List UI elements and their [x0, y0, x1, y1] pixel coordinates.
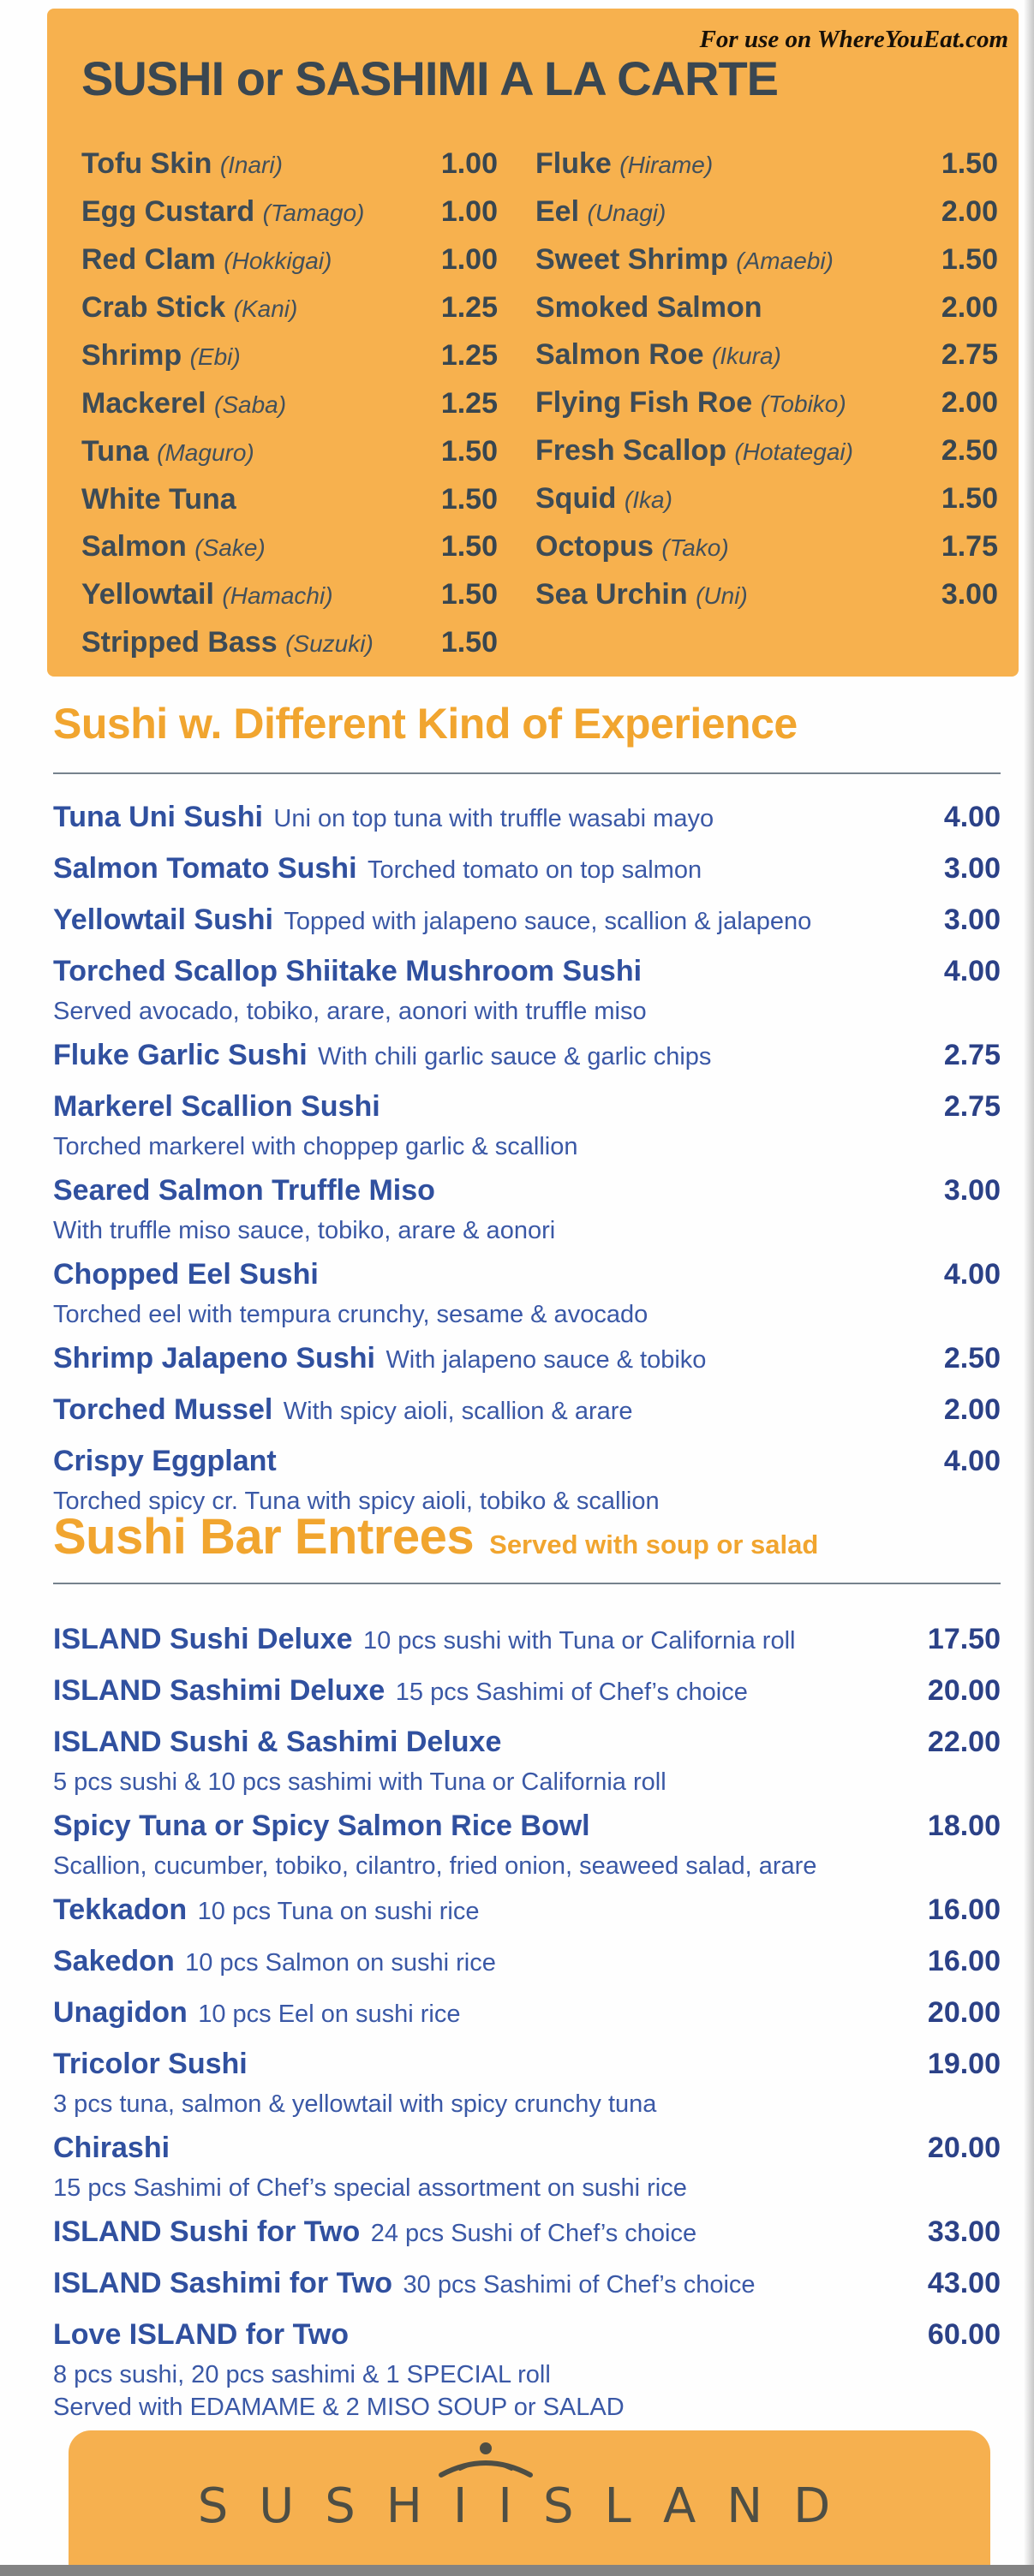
item-name: Salmon Tomato Sushi [53, 852, 357, 885]
item-price: 43.00 [927, 2267, 1001, 2299]
item-price: 20.00 [927, 1996, 1001, 2029]
item-desc: Torched tomato on top salmon [367, 856, 702, 884]
item-name-text: Crab Stick [81, 291, 226, 324]
item-japanese-name: (Unagi) [587, 200, 666, 226]
alacarte-row [535, 331, 998, 379]
section-divider [53, 772, 1001, 774]
watermark-text: For use on WhereYouEat.com [699, 26, 1008, 53]
alacarte-row [81, 428, 498, 476]
item-price: 20.00 [927, 2132, 1001, 2164]
item-name: Fluke Garlic Sushi [53, 1039, 308, 1071]
menu-item [53, 2215, 1001, 2255]
alacarte-section [47, 9, 1019, 677]
item-price: 3.00 [943, 903, 1001, 936]
item-price: 1.50 [440, 626, 498, 659]
item-price: 4.00 [943, 801, 1001, 833]
item-price: 19.00 [927, 2048, 1001, 2080]
item-japanese-name: (Amaebi) [736, 247, 834, 274]
item-japanese-name: (Ebi) [189, 343, 241, 370]
item-japanese-name: (Hirame) [619, 152, 714, 178]
item-price: 2.00 [941, 291, 998, 324]
item-name-text: White Tuna [81, 483, 236, 516]
item-name: Spicy Tuna or Spicy Salmon Rice Bowl [53, 1810, 590, 1842]
item-desc: 10 pcs Tuna on sushi rice [197, 1898, 480, 1925]
item-japanese-name: (Hokkigai) [224, 247, 332, 274]
item-name: ISLAND Sushi for Two [53, 2215, 361, 2248]
logo-text-mid-letters: II [452, 2478, 543, 2534]
item-name: Chopped Eel Sushi [53, 1258, 319, 1291]
item-name: Crispy Eggplant [53, 1445, 277, 1477]
item-desc: 24 pcs Sushi of Chef’s choice [370, 2220, 697, 2247]
alacarte-row [81, 523, 498, 571]
item-price: 3.00 [943, 852, 1001, 885]
experience-title: Sushi w. Different Kind of Experience [53, 700, 798, 748]
item-name: ISLAND Sashimi for Two [53, 2267, 393, 2299]
item-name: Unagidon [53, 1996, 188, 2029]
item-price: 22.00 [927, 1726, 1001, 1758]
alacarte-title: SUSHI or SASHIMI A LA CARTE [81, 51, 779, 105]
item-name [535, 188, 924, 236]
item-name: Markerel Scallion Sushi [53, 1090, 380, 1123]
item-name-text: Mackerel [81, 387, 206, 420]
item-name: Torched Mussel [53, 1393, 273, 1426]
item-price: 16.00 [927, 1945, 1001, 1977]
item-price: 1.50 [941, 243, 998, 276]
item-japanese-name: (Tako) [661, 534, 729, 561]
item-name-text: Flying Fish Roe [535, 386, 753, 419]
item-name [535, 427, 924, 475]
item-name: Shrimp Jalapeno Sushi [53, 1342, 375, 1374]
alacarte-row [535, 379, 998, 427]
item-name-text: Yellowtail [81, 578, 214, 611]
item-price: 60.00 [927, 2318, 1001, 2351]
item-price: 3.00 [943, 1174, 1001, 1207]
item-price: 1.50 [440, 578, 498, 611]
alacarte-row [535, 475, 998, 523]
item-name [81, 284, 424, 332]
item-desc-line: 3 pcs tuna, salmon & yellowtail with spicy crunchy tuna [53, 2090, 657, 2118]
sushi-island-figure-icon [434, 2441, 537, 2482]
item-name: Torched Scallop Shiitake Mushroom Sushi [53, 955, 643, 987]
alacarte-row [81, 571, 498, 619]
item-name [81, 380, 424, 428]
item-desc: With spicy aioli, scallion & arare [283, 1398, 633, 1425]
item-name [81, 332, 424, 380]
scan-edge-shadow [1024, 0, 1034, 2576]
item-desc: 10 pcs Salmon on sushi rice [185, 1949, 496, 1977]
menu-item [53, 1725, 1001, 1798]
item-price: 1.75 [941, 530, 998, 563]
item-japanese-name: (Kani) [233, 295, 298, 322]
item-name: ISLAND Sashimi Deluxe [53, 1674, 386, 1707]
item-price: 1.00 [440, 147, 498, 180]
entrees-subtitle: Served with soup or salad [489, 1530, 819, 1559]
item-name-text: Squid [535, 482, 617, 515]
item-price: 1.50 [941, 147, 998, 180]
item-name [535, 284, 924, 331]
item-name [81, 619, 424, 667]
item-name-text: Octopus [535, 530, 654, 563]
item-desc-line: Served avocado, tobiko, arare, aonori with truffle miso [53, 998, 647, 1025]
entrees-title [53, 1508, 1001, 1574]
item-desc: Uni on top tuna with truffle wasabi mayo [273, 805, 714, 832]
item-desc: 10 pcs Eel on sushi rice [198, 2001, 461, 2028]
item-name-text: Fluke [535, 147, 612, 180]
section-divider [53, 1583, 1001, 1584]
sushi-island-logo [198, 2478, 862, 2534]
item-name-text: Salmon Roe [535, 338, 704, 371]
item-price: 3.00 [941, 578, 998, 611]
alacarte-row [81, 236, 498, 284]
scan-bottom-edge [0, 2565, 1034, 2576]
item-japanese-name: (Maguro) [157, 439, 254, 466]
item-price: 4.00 [943, 955, 1001, 987]
item-name: Love ISLAND for Two [53, 2318, 350, 2351]
item-name: Sakedon [53, 1945, 175, 1977]
item-japanese-name: (Ikura) [711, 343, 781, 369]
alacarte-row [81, 140, 498, 188]
item-name: Chirashi [53, 2132, 170, 2164]
logo-text-left: SUSH [197, 2478, 453, 2534]
item-name: Tekkadon [53, 1893, 188, 1926]
item-name: ISLAND Sushi Deluxe [53, 1623, 353, 1655]
alacarte-row [81, 332, 498, 380]
alacarte-column [535, 140, 998, 667]
item-name: Tricolor Sushi [53, 2048, 248, 2080]
item-name-text: Tofu Skin [81, 147, 212, 180]
item-name [81, 140, 424, 188]
item-name [535, 475, 924, 523]
menu-item [53, 2047, 1001, 2120]
item-desc: With chili garlic sauce & garlic chips [318, 1043, 712, 1070]
item-name: Seared Salmon Truffle Miso [53, 1174, 435, 1207]
alacarte-row [535, 571, 998, 619]
item-price: 2.75 [943, 1039, 1001, 1071]
entrees-section [53, 1494, 1001, 2434]
item-japanese-name: (Tobiko) [760, 391, 846, 417]
item-name-text: Tuna [81, 435, 149, 468]
item-desc: With jalapeno sauce & tobiko [386, 1346, 707, 1374]
item-desc: 30 pcs Sashimi of Chef’s choice [403, 2271, 756, 2299]
item-name-text: Smoked Salmon [535, 291, 762, 324]
menu-item [53, 1392, 1001, 1433]
item-name-text: Shrimp [81, 339, 182, 372]
alacarte-row [81, 619, 498, 667]
item-desc: 10 pcs sushi with Tuna or California roll [362, 1627, 796, 1655]
item-desc-line: Torched spicy cr. Tuna with spicy aioli, tobiko & scallion [53, 1488, 660, 1515]
item-price: 1.50 [440, 530, 498, 563]
logo-text-mid [453, 2478, 543, 2534]
menu-item [53, 1341, 1001, 1381]
item-desc-line: Torched eel with tempura crunchy, sesame & avocado [53, 1301, 648, 1328]
item-desc-line: Torched markerel with choppep garlic & scallion [53, 1133, 578, 1160]
alacarte-row [535, 523, 998, 571]
item-japanese-name: (Inari) [219, 152, 283, 178]
menu-item [53, 1893, 1001, 1933]
alacarte-row [81, 188, 498, 236]
item-name-text: Fresh Scallop [535, 434, 726, 467]
menu-item [53, 2131, 1001, 2203]
item-price: 1.25 [440, 291, 498, 324]
item-price: 33.00 [927, 2215, 1001, 2248]
item-price: 20.00 [927, 1674, 1001, 1707]
item-price: 1.00 [440, 243, 498, 276]
menu-item [53, 800, 1001, 840]
item-name [81, 236, 424, 284]
item-price: 1.50 [440, 435, 498, 468]
item-japanese-name: (Hamachi) [222, 582, 333, 609]
item-price: 2.75 [943, 1090, 1001, 1123]
alacarte-row [535, 188, 998, 236]
item-desc-line: 5 pcs sushi & 10 pcs sashimi with Tuna or California roll [53, 1768, 666, 1796]
entrees-title-text: Sushi Bar Entrees [53, 1509, 475, 1565]
item-japanese-name: (Sake) [194, 534, 266, 561]
item-name-text: Red Clam [81, 243, 216, 276]
item-name [81, 188, 424, 236]
item-desc-line: With truffle miso sauce, tobiko, arare & aonori [53, 1217, 556, 1244]
alacarte-columns [81, 140, 998, 667]
alacarte-row [535, 284, 998, 331]
menu-item [53, 2317, 1001, 2423]
alacarte-row [535, 140, 998, 188]
item-name-text: Egg Custard [81, 195, 255, 228]
item-name: ISLAND Sushi & Sashimi Deluxe [53, 1726, 502, 1758]
item-price: 1.50 [440, 483, 498, 516]
item-name [535, 571, 924, 619]
item-name-text: Stripped Bass [81, 626, 278, 659]
alacarte-row [81, 284, 498, 332]
item-price: 2.00 [943, 1393, 1001, 1426]
experience-items [53, 800, 1001, 1517]
item-price: 2.75 [941, 338, 998, 371]
item-desc-line: 8 pcs sushi, 20 pcs sashimi & 1 SPECIAL roll [53, 2361, 551, 2388]
menu-item [53, 851, 1001, 891]
alacarte-row [81, 380, 498, 428]
alacarte-column [81, 140, 498, 667]
alacarte-row [81, 476, 498, 523]
item-price: 2.50 [943, 1342, 1001, 1374]
item-desc: 15 pcs Sashimi of Chef’s choice [395, 1679, 748, 1706]
item-name-text: Eel [535, 195, 580, 228]
item-price: 4.00 [943, 1445, 1001, 1477]
item-name-text: Sea Urchin [535, 578, 688, 611]
item-name-text: Salmon [81, 530, 187, 563]
item-desc-line: Served with EDAMAME & 2 MISO SOUP or SALAD [53, 2394, 625, 2421]
item-price: 17.50 [927, 1623, 1001, 1655]
item-name [535, 140, 924, 188]
item-desc-line: Scallion, cucumber, tobiko, cilantro, fried onion, seaweed salad, arare [53, 1852, 817, 1880]
menu-item [53, 1944, 1001, 1984]
item-price: 2.00 [941, 386, 998, 419]
item-price: 1.25 [440, 339, 498, 372]
menu-item [53, 1038, 1001, 1078]
logo-text-right: SLAND [542, 2478, 862, 2534]
item-japanese-name: (Hotategai) [734, 438, 853, 465]
item-name [81, 523, 424, 571]
item-japanese-name: (Suzuki) [285, 630, 374, 657]
menu-item [53, 1809, 1001, 1881]
item-name [535, 379, 924, 427]
alacarte-row [535, 236, 998, 284]
item-japanese-name: (Saba) [214, 391, 287, 418]
entrees-items [53, 1622, 1001, 2423]
item-name: Yellowtail Sushi [53, 903, 273, 936]
item-japanese-name: (Tamago) [262, 200, 365, 226]
item-name: Tuna Uni Sushi [53, 801, 263, 833]
item-price: 1.50 [941, 482, 998, 515]
item-desc: Topped with jalapeno sauce, scallion & jalapeno [284, 908, 812, 935]
menu-item [53, 903, 1001, 943]
item-price: 4.00 [943, 1258, 1001, 1291]
item-name [81, 571, 424, 619]
item-price: 2.00 [941, 195, 998, 228]
experience-section [53, 685, 1001, 1528]
item-price: 16.00 [927, 1893, 1001, 1926]
item-japanese-name: (Uni) [696, 582, 748, 609]
item-name [535, 236, 924, 284]
menu-item [53, 954, 1001, 1027]
menu-item [53, 1995, 1001, 2036]
item-price: 2.50 [941, 434, 998, 467]
item-japanese-name: (Ika) [624, 486, 672, 513]
menu-item [53, 1673, 1001, 1714]
item-desc-line: 15 pcs Sashimi of Chef’s special assortment on sushi rice [53, 2174, 687, 2202]
item-price: 1.00 [440, 195, 498, 228]
menu-item [53, 1622, 1001, 1662]
item-name [535, 331, 924, 379]
menu-item [53, 1089, 1001, 1162]
alacarte-row [535, 427, 998, 475]
item-name [535, 523, 924, 571]
menu-item [53, 1173, 1001, 1246]
menu-item [53, 1257, 1001, 1330]
item-name [81, 476, 424, 523]
menu-item [53, 2266, 1001, 2306]
logo-panel [69, 2430, 990, 2566]
item-name-text: Sweet Shrimp [535, 243, 728, 276]
item-name [81, 428, 424, 476]
item-price: 1.25 [440, 387, 498, 420]
item-price: 18.00 [927, 1810, 1001, 1842]
